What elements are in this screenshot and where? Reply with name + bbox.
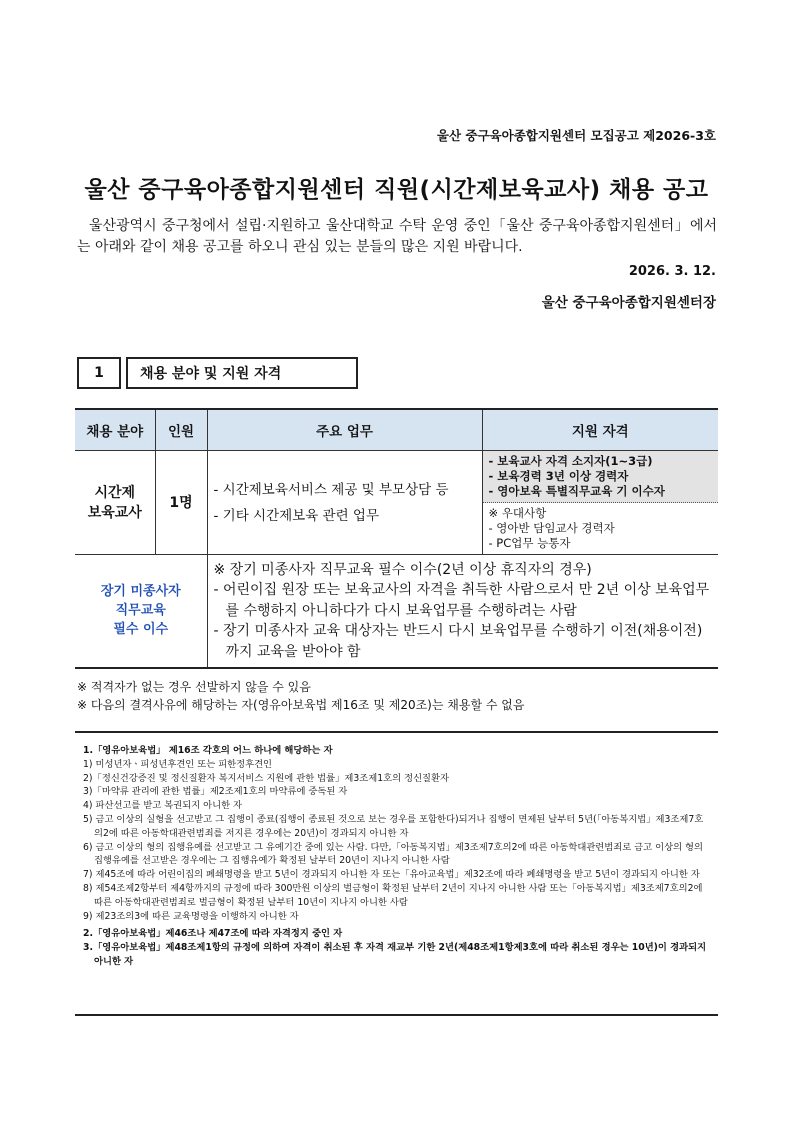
disqualification-item: 5) 금고 이상의 실형을 선고받고 그 집행이 종료(집행이 종료된 것으로 보는 경우를 포함한다)되거나 집행이 면제된 날부터 5년(「아동복지법」제3조제7호의2에 따른 아동학대관련범죄를 저지른 경우에는 20년)이 경과되지 아니한 자 bbox=[83, 813, 704, 839]
disqualification-item: 1) 미성년자ㆍ피성년후견인 또는 피한정후견인 bbox=[83, 758, 273, 770]
note-item: ※ 다음의 결격사유에 해당하는 자(영유아보육법 제16조 및 제20조)는 채용할 수 없음 bbox=[77, 697, 525, 712]
duty-item: - 시간제보육서비스 제공 및 부모상담 등 bbox=[213, 481, 449, 498]
notes bbox=[77, 679, 524, 714]
disqualification-item: 4) 파산선고를 받고 복권되지 아니한 자 bbox=[83, 800, 243, 812]
disqualification-item: 3)「마약류 관리에 관한 법률」제2조제1호의 마약류에 중독된 자 bbox=[83, 786, 348, 798]
intro-paragraph: 울산광역시 중구청에서 설립·지원하고 울산대학교 수탁 운영 중인「울산 중구육아종합지원센터」에서는 아래와 같이 채용 공고를 하오니 관심 있는 분들의 많은 지원 바랍니다. bbox=[77, 218, 717, 255]
education-label-line: 장기 미종사자 bbox=[100, 584, 181, 600]
disqualification-item: 9) 제23조의3에 따른 교육명령을 이행하지 아니한 자 bbox=[83, 910, 299, 922]
job-line: 시간제 bbox=[94, 484, 136, 501]
header-field: 채용 분야 bbox=[75, 409, 155, 451]
education-line: ※ 장기 미종사자 직무교육 필수 이수(2년 이상 휴직자의 경우) bbox=[213, 561, 592, 578]
table-header-row bbox=[75, 409, 718, 451]
issuer: 울산 중구육아종합지원센터장 bbox=[541, 295, 716, 311]
note-item: ※ 적격자가 없는 경우 선발하지 않을 수 있음 bbox=[77, 680, 311, 694]
job-field bbox=[75, 451, 155, 555]
header-duties: 주요 업무 bbox=[207, 409, 482, 451]
preferred-item: - 영아반 담임교사 경력자 bbox=[488, 521, 615, 535]
education-label-line: 필수 이수 bbox=[113, 622, 169, 638]
education-line: - 어린이집 원장 또는 보육교사의 자격을 취득한 사람으로서 만 2년 이상 보육업무를 수행하지 아니하다가 다시 보육업무를 수행하려는 사람 bbox=[213, 582, 710, 619]
disqualification-item: 7) 제45조에 따라 어린이집의 폐쇄명령을 받고 5년이 경과되지 아니한 자 또는「유아교육법」제32조에 따라 폐쇄명령을 받고 5년이 경과되지 아니한 자 bbox=[83, 869, 700, 881]
required-item: - 보육교사 자격 소지자(1~3급) bbox=[488, 454, 653, 468]
disqualification-item: 6) 금고 이상의 형의 집행유예를 선고받고 그 유예기간 중에 있는 사람. 다만,「아동복지법」제3조제7호의2에 따른 아동학대관련범죄로 금고 이상의 형의 집행유예를 선고받은 경우에는 그 집행유예가 확정된 날부터 20년이 지나지 아니한 사람 bbox=[83, 841, 703, 867]
section-number: 1 bbox=[77, 357, 121, 389]
preferred-qualifications bbox=[483, 503, 719, 554]
education-label bbox=[75, 555, 207, 668]
table-row bbox=[75, 451, 718, 555]
preferred-item: - PC업무 능통자 bbox=[488, 536, 571, 550]
disqualification-item: 2)「정신건강증진 및 정신질환자 복지서비스 지원에 관한 법률」제3조제1호의 정신질환자 bbox=[83, 772, 449, 784]
education-line: - 장기 미종사자 교육 대상자는 반드시 다시 보육업무를 수행하기 이전(채용이전)까지 교육을 받아야 함 bbox=[213, 623, 703, 660]
notice-number: 울산 중구육아종합지원센터 모집공고 제2026-3호 bbox=[436, 128, 716, 143]
preferred-item: ※ 우대사항 bbox=[488, 506, 547, 520]
required-qualifications bbox=[483, 451, 719, 503]
education-requirement bbox=[207, 555, 718, 668]
job-line: 보육교사 bbox=[87, 504, 142, 521]
disqualification-heading: 1.「영유아보육법」 제16조 각호의 어느 하나에 해당하는 자 bbox=[83, 745, 333, 756]
required-item: - 영아보육 특별직무교육 기 이수자 bbox=[488, 484, 665, 498]
disqualification-box bbox=[75, 731, 718, 1016]
section-title: 채용 분야 및 지원 자격 bbox=[126, 357, 358, 389]
headcount: 1명 bbox=[155, 451, 207, 555]
qualification-cell bbox=[482, 451, 718, 555]
header-count: 인원 bbox=[155, 409, 207, 451]
duty-item: - 기타 시간제보육 관련 업무 bbox=[213, 507, 379, 524]
notice-date: 2026. 3. 12. bbox=[628, 264, 716, 279]
required-item: - 보육경력 3년 이상 경력자 bbox=[488, 469, 629, 483]
table-row bbox=[75, 555, 718, 668]
disqualification-item: 8) 제54조제2항부터 제4항까지의 규정에 따라 300만원 이상의 벌금형이 확정된 날부터 2년이 지나지 아니한 사람 또는「아동복지법」제3조제7호의2에 따른 아동학대관련범죄로 벌금형이 확정된 날부터 10년이 지나지 아니한 사람 bbox=[83, 882, 703, 908]
education-label-line: 직무교육 bbox=[115, 603, 166, 619]
disqualification-heading: 3.「영유아보육법」제48조제1항의 규정에 의하여 자격이 취소된 후 자격 재교부 기한 2년(제48조제1항제3호에 따라 취소된 경우는 10년)이 경과되지 아니한 자 bbox=[83, 942, 707, 967]
duties-cell bbox=[207, 451, 482, 555]
disqualification-heading: 2.「영유아보육법」제46조나 제47조에 따라 자격정지 중인 자 bbox=[83, 928, 343, 940]
header-qualification: 지원 자격 bbox=[482, 409, 718, 451]
recruitment-table bbox=[75, 408, 718, 669]
page-title: 울산 중구육아종합지원센터 직원(시간제보육교사) 채용 공고 bbox=[84, 177, 709, 203]
